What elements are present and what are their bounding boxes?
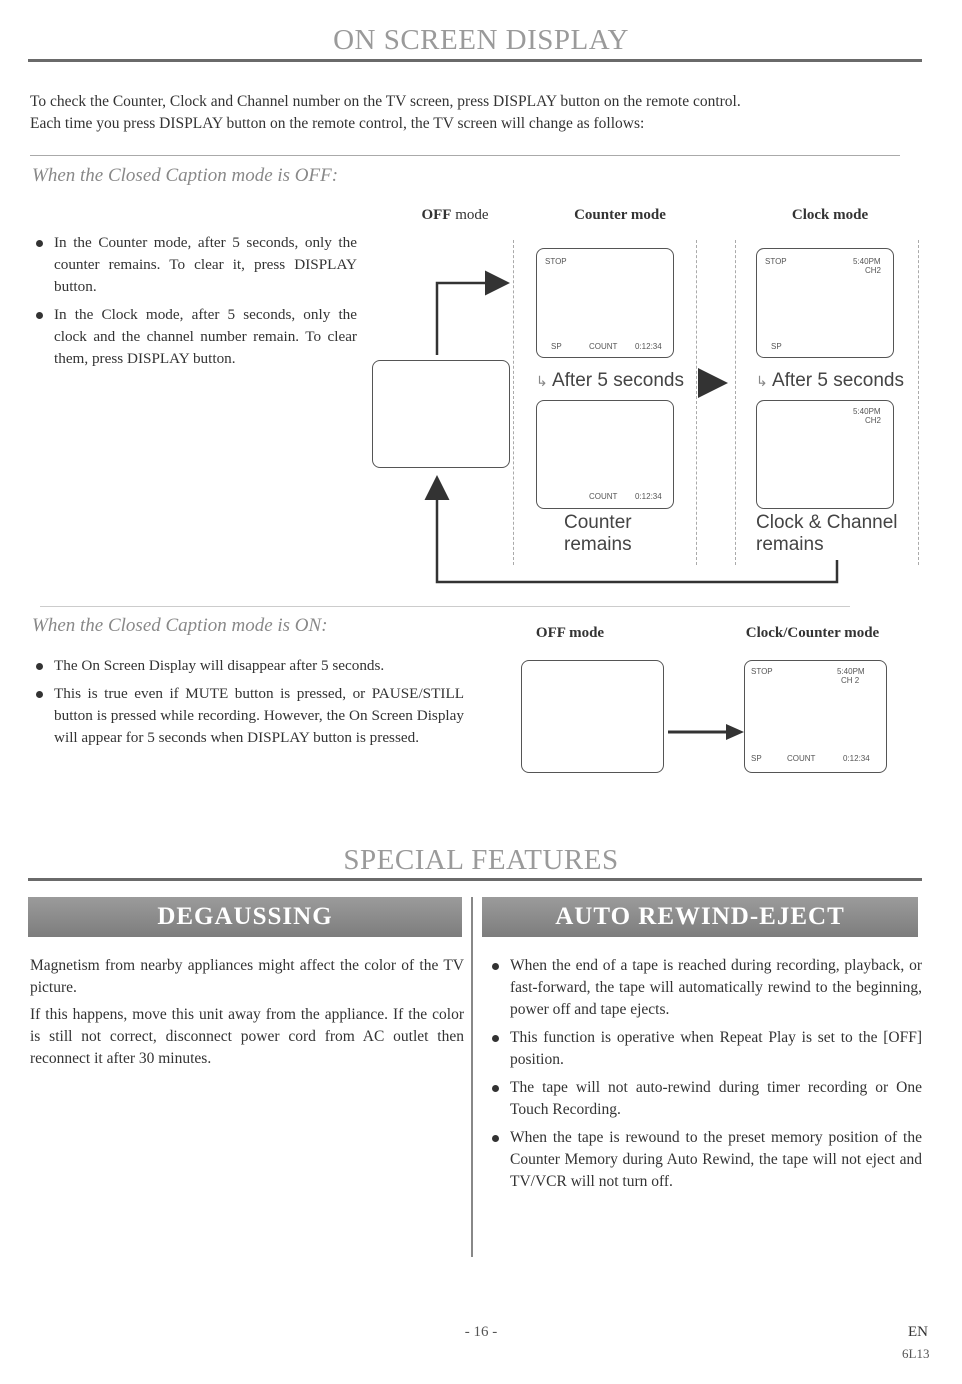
label-off-mode: OFF mode [535, 625, 605, 641]
screen-channel: CH 2 [841, 676, 860, 685]
intro-line-2: Each time you press DISPLAY button on the remote control, the TV screen will change as follows: [30, 115, 645, 132]
screen-stop-label: STOP [545, 257, 567, 266]
flow-arrows [0, 0, 962, 600]
screen-sp-label: SP [551, 342, 562, 351]
degaussing-banner: DEGAUSSING [28, 897, 462, 937]
tv-cc-on-off-mode [521, 660, 664, 773]
list-item: This function is operative when Repeat Play is set to the [OFF] position. [488, 1027, 922, 1071]
cc-off-heading: When the Closed Caption mode is OFF: [32, 165, 339, 186]
screen-count-label: COUNT [589, 342, 618, 351]
screen-time: 5:40PM [837, 667, 865, 676]
section-title-on-screen-display: ON SCREEN DISPLAY [333, 24, 629, 56]
list-item: In the Counter mode, after 5 seconds, only the counter remains. To clear it, press DISPLAY button. [32, 232, 357, 298]
degaussing-paragraph-1: Magnetism from nearby appliances might affect the color of the TV picture. [30, 957, 464, 996]
list-item: In the Clock mode, after 5 seconds, only the clock and the channel number remain. To clear them, press DISPLAY button. [32, 304, 357, 370]
screen-sp-label: SP [771, 342, 782, 351]
list-item: When the tape is rewound to the preset memory position of the Counter Memory during Auto Rewind, the tape will not eject and TV/VCR will not turn off. [488, 1127, 922, 1193]
screen-stop-label: STOP [751, 667, 773, 676]
after-5-seconds-label: ↳ After 5 seconds [756, 370, 904, 391]
screen-count-label: COUNT [589, 492, 618, 501]
label-counter-mode: Counter mode [574, 207, 666, 223]
label-clock-mode: Clock mode [791, 207, 869, 223]
arrow-back-to-off [437, 480, 837, 582]
tv-cc-on-clock-counter [744, 660, 887, 773]
column-divider [471, 897, 473, 1257]
screen-counter-value: 0:12:34 [635, 342, 662, 351]
auto-rewind-eject-banner: AUTO REWIND-EJECT [482, 897, 918, 937]
arrow-off-to-clock-counter [660, 720, 750, 744]
cc-on-bullets [32, 655, 464, 755]
label-clock-counter-mode: Clock/Counter mode [745, 625, 880, 641]
screen-channel: CH2 [865, 266, 882, 275]
list-item: When the end of a tape is reached during recording, playback, or fast-forward, the tape will automatically rewind to the beginning, power off and tape ejects. [488, 955, 922, 1021]
divider [40, 606, 850, 607]
document-code: 6L13 [902, 1346, 930, 1361]
auto-rewind-bullets [488, 955, 922, 1199]
page-number: - 16 - [464, 1324, 498, 1340]
screen-time: 5:40PM [853, 257, 881, 266]
section-title-special-features: SPECIAL FEATURES [343, 844, 619, 876]
title-rule [28, 878, 922, 881]
label-off-mode: OFF mode [421, 207, 489, 223]
list-item: The tape will not auto-rewind during timer recording or One Touch Recording. [488, 1077, 922, 1121]
screen-counter-value: 0:12:34 [635, 492, 662, 501]
arrow-off-to-counter [437, 283, 505, 355]
after-5-seconds-label: ↳ After 5 seconds [536, 370, 684, 391]
list-item: The On Screen Display will disappear after 5 seconds. [32, 655, 464, 677]
screen-sp-label: SP [751, 754, 762, 763]
list-item: This is true even if MUTE button is pressed, or PAUSE/STILL button is pressed while recording. However, the On Screen Display will appear for 5 seconds when DISPLAY button is pressed. [32, 683, 464, 749]
clock-remains-label: Clock & Channel remains [756, 512, 898, 555]
screen-counter-value: 0:12:34 [843, 754, 870, 763]
degaussing-paragraph-2: If this happens, move this unit away from the appliance. If the color is still not correct, disconnect power cord from AC outlet then reconnect it after 30 minutes. [30, 1006, 464, 1067]
screen-channel: CH2 [865, 416, 882, 425]
screen-count-label: COUNT [787, 754, 816, 763]
screen-stop-label: STOP [765, 257, 787, 266]
cc-on-heading: When the Closed Caption mode is ON: [32, 615, 328, 636]
screen-time: 5:40PM [853, 407, 881, 416]
intro-line-1: To check the Counter, Clock and Channel number on the TV screen, press DISPLAY button on the remote control. [30, 93, 741, 110]
language-code: EN [908, 1324, 928, 1340]
counter-remains-label: Counter remains [564, 512, 632, 555]
